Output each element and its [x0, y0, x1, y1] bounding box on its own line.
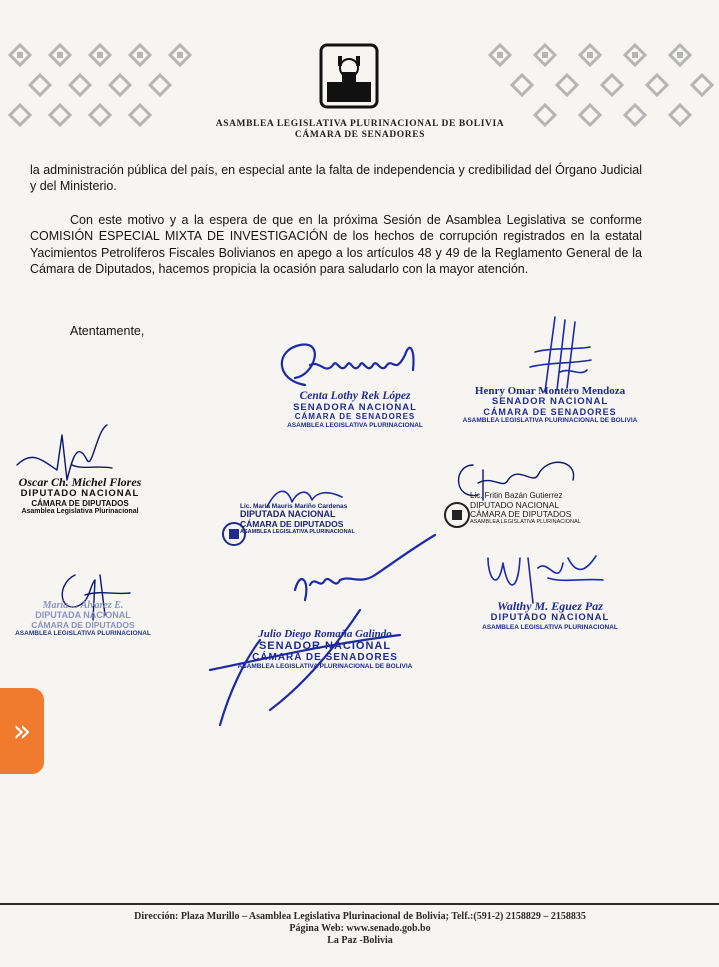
bolivia-coat-of-arms-icon	[442, 500, 472, 530]
signatory-role: DIPUTADA NACIONAL	[35, 610, 131, 620]
assembly-emblem-icon	[318, 42, 380, 112]
signatory-assembly: ASAMBLEA LEGISLATIVA PLURINACIONAL	[287, 421, 423, 429]
signatory-chamber: CÁMARA DE DIPUTADOS	[31, 498, 129, 508]
signature-stamp-7	[225, 628, 425, 670]
signatory-assembly: ASAMBLEA LEGISLATIVA PLURINACIONAL	[15, 630, 151, 638]
signatory-role: DIPUTADA NACIONAL	[240, 509, 336, 520]
signatory-assembly: ASAMBLEA LEGISLATIVA PLURINACIONAL DE BOLIVIA	[462, 417, 638, 425]
signatory-chamber: CÁMARA DE SENADORES	[252, 652, 398, 664]
signatory-chamber: CÁMARA DE DIPUTADOS	[470, 509, 572, 520]
signatory-assembly: Asamblea Legislativa Plurinacional	[21, 508, 139, 516]
institution-name: ASAMBLEA LEGISLATIVA PLURINACIONAL DE BOLIVIA	[215, 119, 505, 129]
signatory-name: Lic. María Mauris Mariño Cardenas	[240, 503, 348, 510]
signature-stamp-5	[470, 492, 600, 526]
body-paragraph-2: Con este motivo y a la espera de que en la próxima Sesión de Asamblea Legislativa se conforme COMISIÓN ESPECIAL MIXTA DE INVESTIGACIÓN de los hechos de corrupción registrados en la estatal Yacimientos Petrolíferos Fiscales Bolivianos en apego a los artículos 48 y 49 de la Reglamento General de la Cámara de Diputados, hacemos propicia la ocasión para saludarlo con la mayor atención.	[30, 213, 642, 277]
signatory-role: DIPUTADO NACIONAL	[490, 612, 610, 624]
signatory-name: Lic. Fritin Bazán Gutierrez	[470, 491, 563, 500]
signature-stamp-1	[270, 390, 440, 429]
signatory-role: SENADOR NACIONAL	[491, 396, 609, 408]
signature-stamp-2	[460, 385, 640, 425]
footer	[60, 911, 660, 947]
signature-stamp-8	[470, 600, 630, 631]
chamber-name: CÁMARA DE SENADORES	[294, 130, 426, 140]
signatory-name: Centa Lothy Rek López	[299, 390, 411, 402]
expand-panel-button[interactable]	[0, 688, 44, 774]
signature-stamp-6	[8, 600, 158, 637]
body-paragraph-1: la administración pública del país, en especial ante la falta de independencia y credibilidad del Órgano Judicial y del Ministerio.	[30, 163, 642, 194]
footer-city: La Paz -Bolivia	[327, 935, 393, 946]
double-chevron-right-icon: »	[12, 713, 32, 749]
signatory-name: Walthy M. Eguez Paz	[497, 599, 603, 613]
signature-stamp-3	[5, 476, 155, 516]
signatory-assembly: ASAMBLEA LEGISLATIVA PLURINACIONAL	[240, 529, 355, 536]
signatory-chamber: CÁMARA DE DIPUTADOS	[240, 519, 344, 530]
signatory-chamber: CÁMARA DE SENADORES	[294, 412, 416, 422]
signatory-role: DIPUTADO NACIONAL	[470, 499, 560, 510]
signatory-name: Oscar Ch. Michel Flores	[18, 475, 142, 489]
signatory-chamber: CÁMARA DE SENADORES	[483, 406, 617, 417]
signatory-assembly: ASAMBLEA LEGISLATIVA PLURINACIONAL	[482, 623, 618, 631]
signatory-assembly: ASAMBLEA LEGISLATIVA PLURINACIONAL DE BOLIVIA	[237, 663, 413, 671]
signatory-role: DIPUTADO NACIONAL	[20, 488, 140, 500]
signatory-assembly: ASAMBLEA LEGISLATIVA PLURINACIONAL	[470, 519, 581, 526]
letterhead	[170, 119, 550, 141]
closing-salutation: Atentamente,	[70, 324, 145, 338]
signatory-chamber: CÁMARA DE DIPUTADOS	[31, 619, 135, 630]
signatory-role: SENADOR NACIONAL	[258, 640, 392, 653]
footer-website: Página Web: www.senado.gob.bo	[289, 923, 431, 934]
footer-address: Dirección: Plaza Murillo – Asamblea Legislativa Plurinacional de Bolivia; Telf.:(591-2) 2158829 – 2158835	[134, 911, 586, 922]
footer-divider	[0, 903, 719, 905]
signatory-name: Julio Diego Romaña Galindo	[258, 628, 392, 640]
signatory-name: Henry Omar Montero Mendoza	[474, 385, 626, 397]
signatory-name: María ... Álvarez E.	[42, 600, 124, 611]
signatory-role: SENADORA NACIONAL	[293, 401, 417, 413]
